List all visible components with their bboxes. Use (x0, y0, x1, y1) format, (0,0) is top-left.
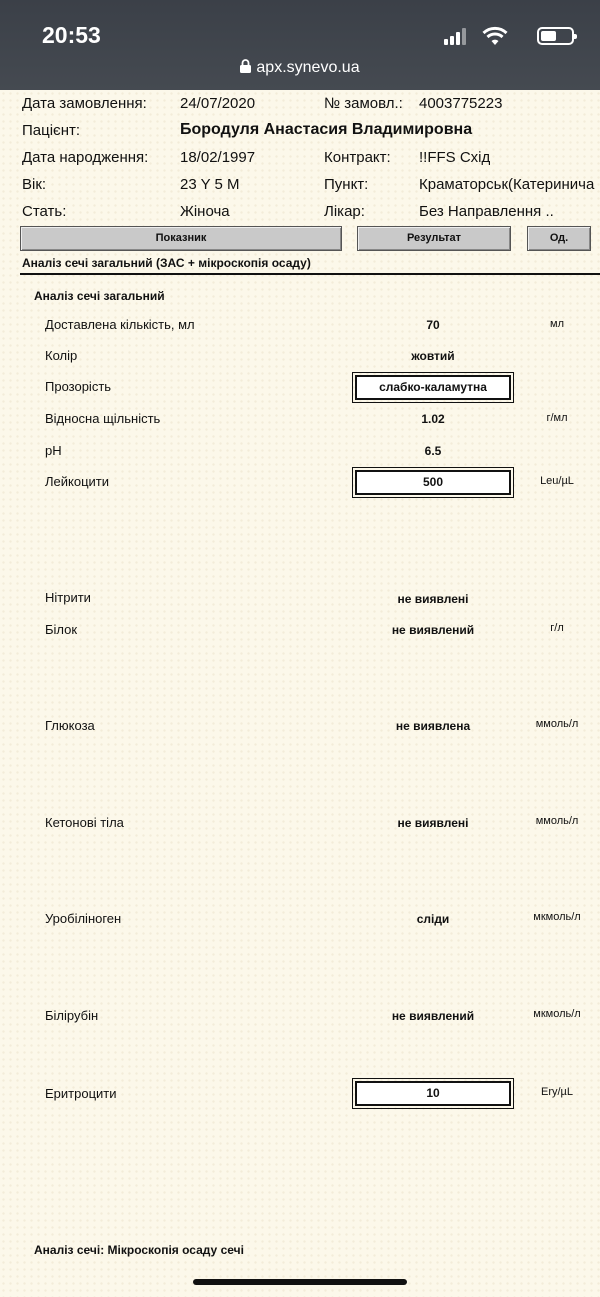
row-unit-density: г/мл (546, 412, 568, 424)
row-label-color: Колір (45, 348, 78, 363)
birth-date: 18/02/1997 (180, 149, 256, 166)
row-label-erythrocytes: Еритроцити (45, 1086, 117, 1101)
row-value-nitrites: не виявлені (397, 592, 469, 606)
row-value-urobilinogen: сліди (416, 912, 450, 926)
lock-icon (240, 59, 251, 73)
contract-value: !!FFS Схід (419, 149, 491, 166)
row-value-ketones: не виявлені (397, 816, 469, 830)
row-unit-ketones: ммоль/л (535, 815, 579, 827)
age-label: Вік: (22, 176, 47, 193)
row-unit-glucose: ммоль/л (535, 718, 579, 730)
doctor-label: Лікар: (324, 203, 365, 220)
row-label-nitrites: Нітрити (45, 590, 91, 605)
order-date-label: Дата замовлення: (22, 95, 147, 112)
point-value: Краматорськ(Катеринича (419, 176, 595, 193)
browser-top-bar (0, 0, 600, 90)
cellular-signal-icon (444, 27, 468, 45)
row-value-color: жовтий (411, 349, 455, 363)
row-label-ketones: Кетонові тіла (45, 815, 124, 830)
row-value-ph: 6.5 (424, 444, 442, 458)
row-unit-leukocytes: Leu/µL (540, 475, 574, 487)
section-divider (20, 273, 600, 275)
row-unit-volume: мл (550, 318, 564, 330)
row-value-leukocytes: 500 (355, 470, 511, 495)
order-number-label: № замовл.: (324, 95, 403, 112)
row-value-bilirubin: не виявлений (391, 1009, 475, 1023)
row-unit-urobilinogen: мкмоль/л (533, 911, 581, 923)
order-number: 4003775223 (419, 95, 503, 112)
subsection-title: Аналіз сечі загальний (34, 289, 165, 303)
row-value-glucose: не виявлена (395, 719, 471, 733)
row-label-volume: Доставлена кількість, мл (45, 317, 195, 332)
home-indicator[interactable] (193, 1279, 407, 1285)
sex-value: Жіноча (180, 203, 230, 220)
row-unit-erythrocytes: Ery/µL (540, 1086, 573, 1098)
status-time: 20:53 (42, 22, 101, 48)
row-value-clarity: слабко-каламутна (355, 375, 511, 400)
sex-label: Стать: (22, 203, 67, 220)
column-header-unit: Од. (527, 226, 591, 251)
order-date: 24/07/2020 (180, 95, 256, 112)
row-value-protein: не виявлений (391, 623, 475, 637)
battery-icon (537, 27, 574, 45)
row-unit-protein: г/л (550, 622, 564, 634)
address-bar[interactable] (0, 59, 600, 77)
column-header-result: Результат (357, 226, 511, 251)
section-title: Аналіз сечі загальний (ЗАС + мікроскопія осаду) (22, 256, 311, 270)
patient-name: Бородуля Анастасия Владимировна (180, 121, 473, 138)
row-label-protein: Білок (45, 622, 78, 637)
point-label: Пункт: (324, 176, 369, 193)
row-label-urobilinogen: Уробіліноген (45, 911, 122, 926)
doctor-value: Без Направлення .. (419, 203, 554, 220)
microscopy-title: Аналіз сечі: Мікроскопія осаду сечі (34, 1243, 244, 1257)
column-header-indicator: Показник (20, 226, 342, 251)
row-label-leukocytes: Лейкоцити (45, 474, 110, 489)
row-label-glucose: Глюкоза (45, 718, 95, 733)
row-label-clarity: Прозорість (45, 379, 112, 394)
row-label-ph: pH (45, 443, 62, 458)
row-unit-bilirubin: мкмоль/л (533, 1008, 581, 1020)
contract-label: Контракт: (324, 149, 391, 166)
row-value-erythrocytes: 10 (355, 1081, 511, 1106)
row-label-density: Відносна щільність (45, 411, 161, 426)
birth-date-label: Дата народження: (22, 149, 149, 166)
wifi-icon (482, 26, 508, 46)
lab-report (0, 90, 600, 1297)
address-url: apx.synevo.ua (256, 59, 360, 76)
age-value: 23 Y 5 M (180, 176, 240, 193)
row-value-density: 1.02 (421, 412, 445, 426)
row-label-bilirubin: Білірубін (45, 1008, 99, 1023)
patient-label: Пацієнт: (22, 122, 81, 139)
row-value-volume: 70 (426, 318, 440, 332)
